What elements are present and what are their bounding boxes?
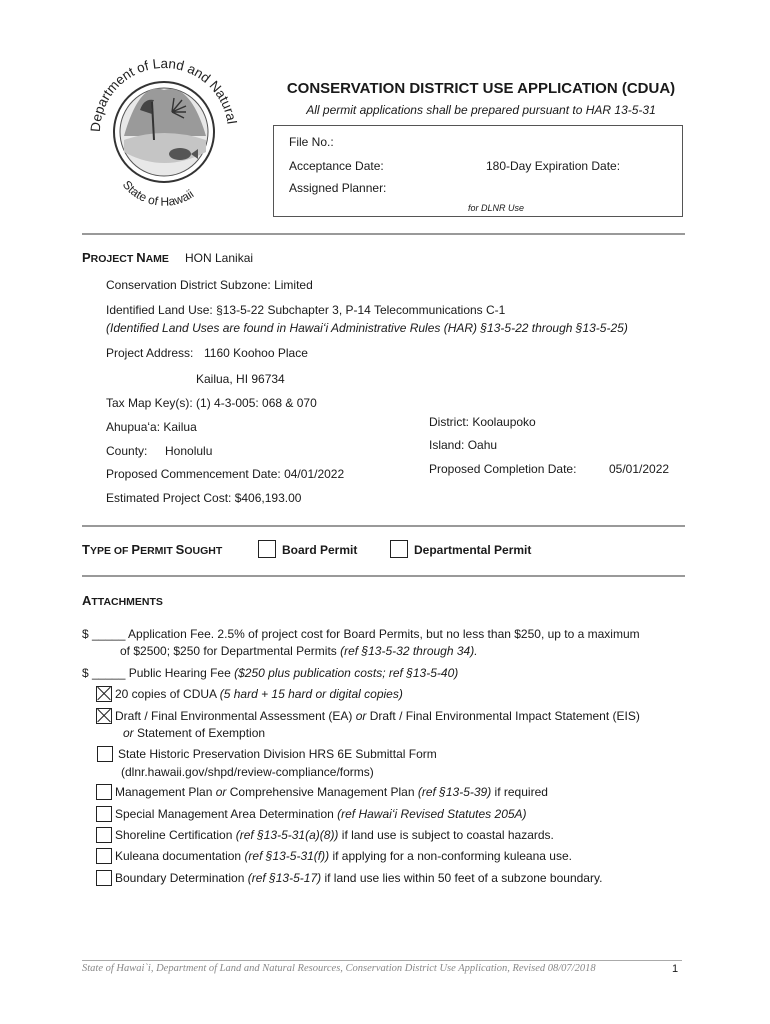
land-use-note: (Identified Land Uses are found in Hawaiʻi Administrative Rules (HAR) §13-5-22 through §13-5-25) — [106, 321, 628, 335]
tax-map-key: Tax Map Key(s): (1) 4-3-005: 068 & 070 — [106, 396, 317, 410]
permit-type-heading: TYPE OF PERMIT SOUGHT — [82, 542, 223, 557]
application-fee-cont: of $2500; $250 for Departmental Permits (ref §13-5-32 through 34). — [120, 644, 478, 658]
expiration-date-label: 180-Day Expiration Date: — [486, 159, 621, 173]
divider — [82, 233, 685, 235]
project-address-label: Project Address: — [106, 346, 194, 360]
ea-eis-checkbox[interactable] — [96, 708, 112, 724]
sma-checkbox[interactable] — [96, 806, 112, 822]
file-no-label: File No.: — [289, 135, 334, 149]
management-plan-checkbox[interactable] — [96, 784, 112, 800]
county-label: County: — [106, 444, 148, 458]
cdua-copies-label: 20 copies of CDUA (5 hard + 15 hard or digital copies) — [115, 687, 403, 701]
project-address-line2: Kailua, HI 96734 — [196, 372, 285, 386]
boundary-checkbox[interactable] — [96, 870, 112, 886]
seal-top-text: Department of Land and Natural — [87, 55, 240, 133]
acceptance-date-label: Acceptance Date: — [289, 159, 384, 173]
form-title: CONSERVATION DISTRICT USE APPLICATION (CDUA) — [286, 80, 676, 97]
attachments-heading: ATTACHMENTS — [82, 593, 163, 608]
seal-bottom-text: State of Hawaii — [119, 177, 197, 209]
application-fee: $ _____ Application Fee. 2.5% of project cost for Board Permits, but no less than $250, up to a maximum — [82, 627, 640, 641]
subzone: Conservation District Subzone: Limited — [106, 278, 313, 292]
project-address-line1: 1160 Koohoo Place — [204, 346, 308, 360]
project-name-heading: PROJECT NAME — [82, 250, 169, 265]
project-name-value: HON Lanikai — [185, 251, 254, 265]
seal-graphic — [80, 40, 240, 210]
estimated-cost: Estimated Project Cost: $406,193.00 — [106, 491, 302, 505]
form-subtitle: All permit applications shall be prepared pursuant to HAR 13-5-31 — [306, 103, 656, 117]
ea-eis-cont: or Statement of Exemption — [123, 726, 266, 740]
management-plan-label: Management Plan or Comprehensive Management Plan (ref §13-5-39) if required — [115, 785, 548, 799]
page-number: 1 — [672, 963, 679, 975]
board-permit-checkbox[interactable] — [258, 540, 276, 558]
kuleana-label: Kuleana documentation (ref §13-5-31(f)) if applying for a non-conforming kuleana use. — [115, 849, 572, 863]
cdua-copies-checkbox[interactable] — [96, 686, 112, 702]
completion-date-label: Proposed Completion Date: — [429, 462, 577, 476]
identified-land-use: Identified Land Use: §13-5-22 Subchapter 3, P-14 Telecommunications C-1 — [106, 303, 506, 317]
departmental-permit-checkbox[interactable] — [390, 540, 408, 558]
district: District: Koolaupoko — [429, 415, 536, 429]
shpd-label: State Historic Preservation Division HRS 6E Submittal Form — [118, 747, 437, 761]
dlnr-use-box — [273, 125, 683, 217]
completion-date-value: 05/01/2022 — [609, 462, 670, 476]
ea-eis-label: Draft / Final Environmental Assessment (EA) or Draft / Final Environmental Impact Statement (EIS) — [115, 709, 640, 723]
commencement-date: Proposed Commencement Date: 04/01/2022 — [106, 467, 345, 481]
island: Island: Oahu — [429, 438, 498, 452]
assigned-planner-label: Assigned Planner: — [289, 181, 387, 195]
divider — [82, 525, 685, 527]
boundary-label: Boundary Determination (ref §13-5-17) if land use lies within 50 feet of a subzone boundary. — [115, 871, 603, 885]
kuleana-checkbox[interactable] — [96, 848, 112, 864]
shpd-checkbox[interactable] — [97, 746, 113, 762]
public-hearing-fee: $ _____ Public Hearing Fee ($250 plus publication costs; ref §13-5-40) — [82, 666, 459, 680]
county-value: Honolulu — [165, 444, 213, 458]
divider — [82, 575, 685, 577]
shoreline-label: Shoreline Certification (ref §13-5-31(a)(8)) if land use is subject to coastal hazards. — [115, 828, 554, 842]
sma-label: Special Management Area Determination (ref Hawaiʻi Revised Statutes 205A) — [115, 807, 527, 821]
dlnr-seal — [80, 40, 240, 210]
footer-rule — [82, 960, 682, 961]
ahupuaa: Ahupuaʻa: Kailua — [106, 420, 197, 434]
dlnr-use-note: for DLNR Use — [468, 203, 525, 213]
shpd-url: (dlnr.hawaii.gov/shpd/review-compliance/forms) — [121, 765, 374, 779]
departmental-permit-label: Departmental Permit — [414, 543, 532, 557]
shoreline-checkbox[interactable] — [96, 827, 112, 843]
footer-text: State of Hawai`i, Department of Land and Natural Resources, Conservation District Use Application, Revised 08/07/2018 — [82, 963, 596, 974]
board-permit-label: Board Permit — [282, 543, 358, 557]
